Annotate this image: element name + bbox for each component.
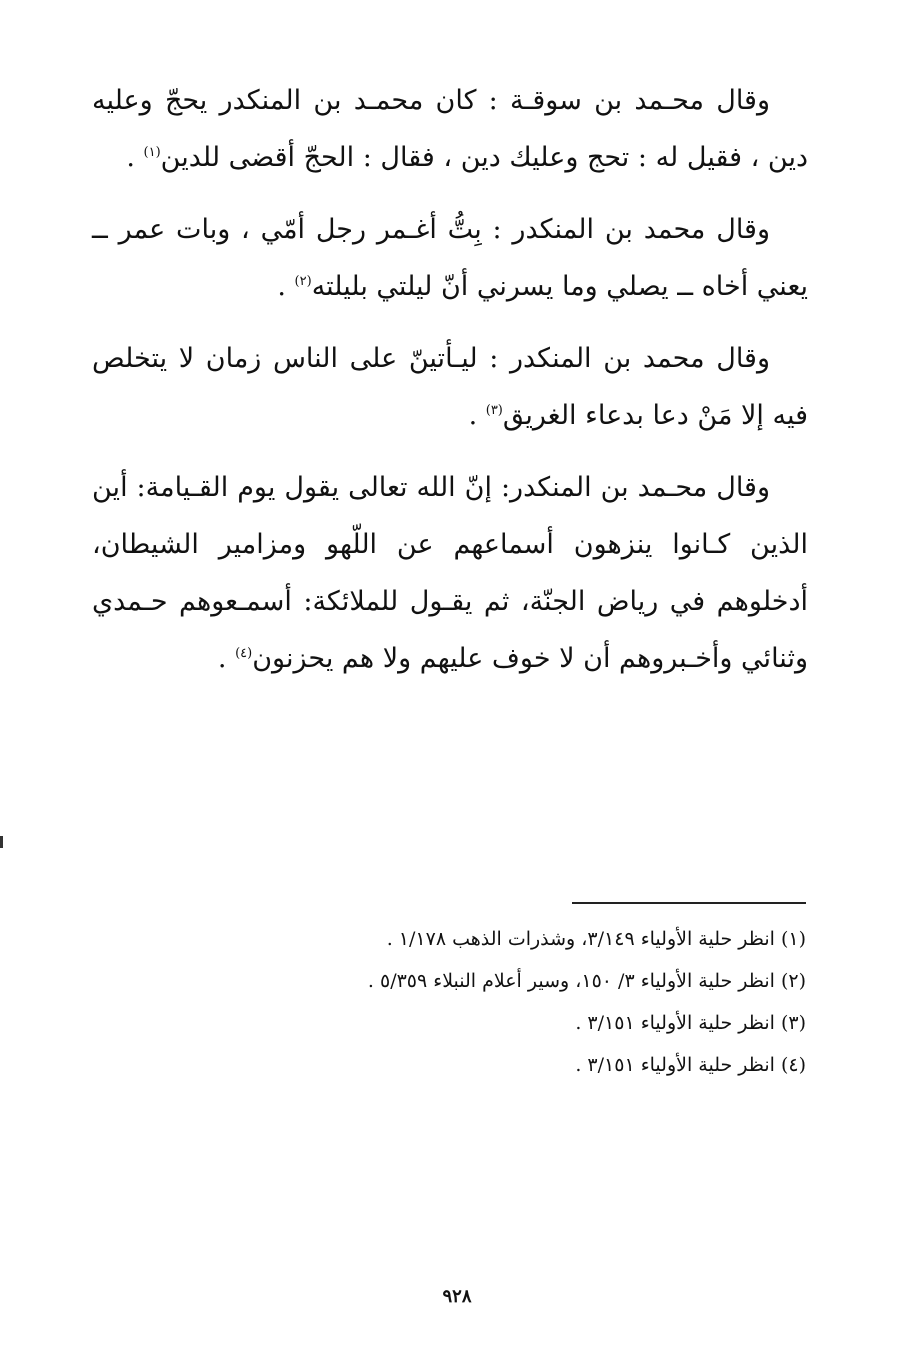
page-number: ٩٢٨ bbox=[442, 1286, 472, 1307]
paragraph-1-end: . bbox=[126, 142, 144, 173]
paragraph-2 bbox=[92, 201, 808, 315]
footnote-2: (٢) انظر حلية الأولياء ٣/ ١٥٠، وسير أعلام النبلاء ٥/٣٥٩ . bbox=[367, 970, 806, 992]
main-text bbox=[92, 72, 808, 702]
footnote-ref-2: (٢) bbox=[294, 274, 312, 289]
paragraph-1-text: وقال محـمد بن سوقـة : كان محمـد بن المنكدر يحجّ وعليه دين ، فقيل له : تحج وعليك دين ، فقال : الحجّ أقضى للدين bbox=[92, 85, 808, 173]
paragraph-1 bbox=[92, 72, 808, 186]
footnote-ref-1: (١) bbox=[143, 145, 161, 160]
paragraph-2-text: وقال محمد بن المنكدر : بِتُّ أغـمر رجل أمّي ، وبات عمر ــ يعني أخاه ــ يصلي وما يسرني أنّ ليلتي بليلته bbox=[92, 214, 808, 302]
footnote-3: (٣) انظر حلية الأولياء ٣/١٥١ . bbox=[575, 1012, 806, 1034]
footnote-ref-3: (٣) bbox=[485, 403, 503, 418]
paragraph-3 bbox=[92, 330, 808, 444]
paragraph-2-end: . bbox=[277, 271, 295, 302]
paragraph-4 bbox=[92, 459, 808, 687]
scan-margin-mark bbox=[0, 836, 3, 848]
paragraph-4-text: وقال محـمد بن المنكدر: إنّ الله تعالى يقول يوم القـيامة: أين الذين كـانوا ينزهون أسماعهم عن اللّهو ومزامير الشيطان، أدخلوهم في رياض الجنّة، ثم يقـول للملائكة: أسمـعوهم حـمدي وثنائي وأخـبروهم أن لا خوف عليهم ولا هم يحزنون bbox=[92, 472, 808, 674]
footnote-1: (١) انظر حلية الأولياء ٣/١٤٩، وشذرات الذهب ١/١٧٨ . bbox=[386, 928, 806, 950]
paragraph-3-text: وقال محمد بن المنكدر : ليـأتينّ على الناس زمان لا يتخلص فيه إلا مَنْ دعا بدعاء الغريق bbox=[92, 343, 808, 431]
footnote-4: (٤) انظر حلية الأولياء ٣/١٥١ . bbox=[575, 1054, 806, 1076]
footnotes bbox=[92, 918, 806, 1086]
footnote-divider bbox=[572, 902, 806, 904]
paragraph-3-end: . bbox=[468, 400, 486, 431]
footnote-ref-4: (٤) bbox=[235, 646, 253, 661]
paragraph-4-end: . bbox=[217, 643, 236, 674]
